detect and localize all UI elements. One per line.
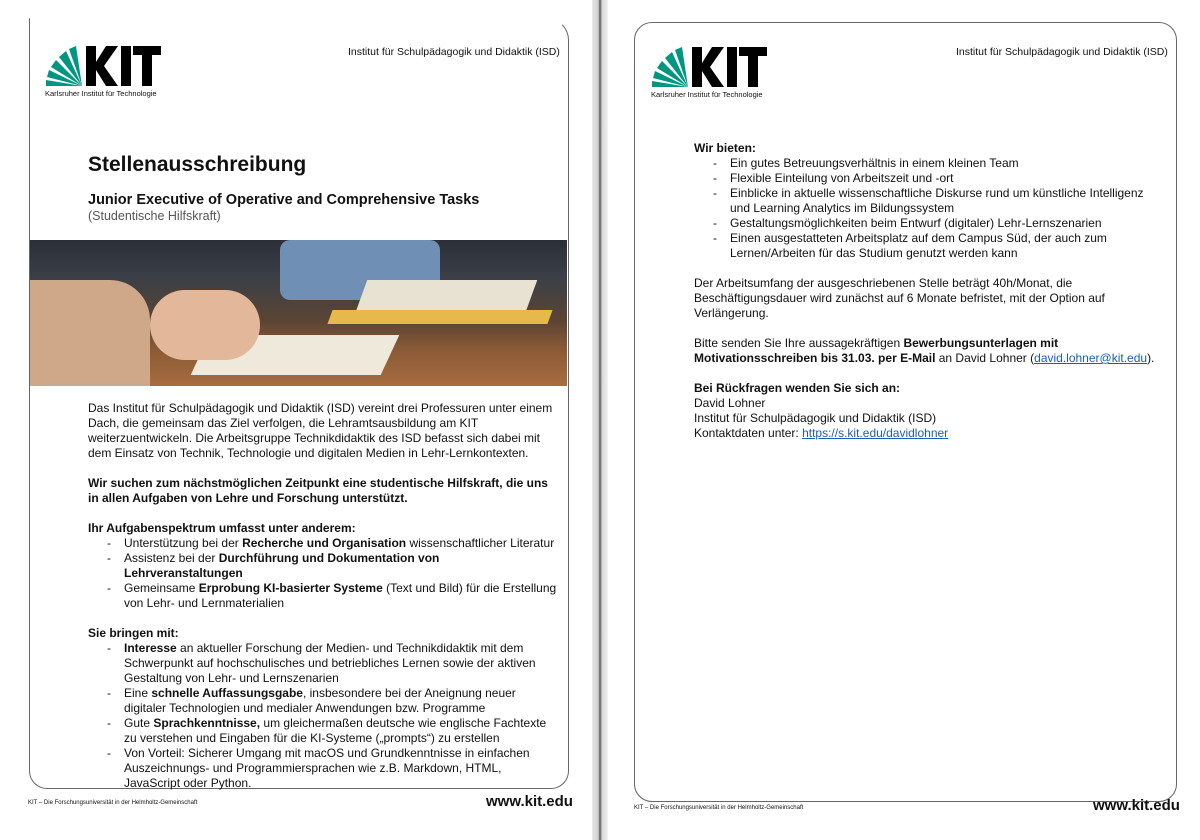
page-1 xyxy=(0,0,592,840)
contact-heading: Bei Rückfragen wenden Sie sich an: xyxy=(694,381,901,395)
list-item-text: um gleichermaßen deutsche wie englische Fachtexte zu verstehen und Eingaben für die KI-Systeme („prompts“) zu erstellen xyxy=(124,716,547,745)
list-item xyxy=(124,536,558,551)
kit-logo-icon xyxy=(44,44,162,88)
list-item-text: Erprobung KI-basierter Systeme xyxy=(198,581,383,595)
page-title: Stellenausschreibung xyxy=(88,153,307,176)
list-item-text: Durchführung und Dokumentation von Lehrveranstaltungen xyxy=(124,551,440,580)
contact-link[interactable]: https://s.kit.edu/davidlohner xyxy=(802,426,949,440)
kit-logo xyxy=(44,44,162,98)
list-item-text: Einen ausgestatteten Arbeitsplatz auf dem Campus Süd, der auch zum Lernen/Arbeiten für das Studium genutzt werden kann xyxy=(730,231,1107,260)
scope-paragraph: Der Arbeitsumfang der ausgeschriebenen Stelle beträgt 40h/Monat, die Beschäftigungsdauer wird zunächst auf 6 Monate befristet, mit der Option auf Verlängerung. xyxy=(694,276,1105,320)
kit-logo-icon xyxy=(650,45,768,89)
list-item-text: (Text und Bild) für die Erstellung von Lehr- und Lernmaterialien xyxy=(124,581,557,610)
footer-tagline: KIT – Die Forschungsuniversität in der Helmholtz-Gemeinschaft xyxy=(634,805,804,811)
page-gutter xyxy=(592,0,608,840)
list-item xyxy=(730,216,1164,231)
search-paragraph: Wir suchen zum nächstmöglichen Zeitpunkt eine studentische Hilfskraft, die uns in allen Aufgaben von Lehre und Forschung unterstützt. xyxy=(88,476,548,505)
kit-logo xyxy=(650,45,768,99)
list-item-text: Einblicke in aktuelle wissenschaftliche Diskurse rund um künstliche Intelligenz und Learning Analytics im Bildungssystem xyxy=(730,186,1144,215)
list-item xyxy=(124,746,558,791)
list-item-text: Ein gutes Betreuungsverhältnis in einem kleinen Team xyxy=(730,156,1019,170)
tasks-heading: Ihr Aufgabenspektrum umfasst unter anderem: xyxy=(88,521,356,535)
job-type: (Studentische Hilfskraft) xyxy=(88,209,221,223)
list-item-text: wissenschaftlicher Literatur xyxy=(406,536,555,550)
email-link[interactable]: david.lohner@kit.edu xyxy=(1034,351,1148,365)
tasks-list xyxy=(88,536,558,611)
logo-subtitle: Karlsruher Institut für Technologie xyxy=(45,89,157,98)
list-item-text: Von Vorteil: Sicherer Umgang mit macOS und Grundkenntnisse in einfachen Auszeichnungs- und Programmiersprachen wie z.B. Markdown, HTML, JavaScript oder Python. xyxy=(124,746,530,790)
list-item xyxy=(124,581,558,611)
offers-list xyxy=(694,156,1164,261)
list-item-text: Unterstützung bei der xyxy=(124,536,243,550)
list-item-text: an aktueller Forschung der Medien- und Technikdidaktik mit dem Schwerpunkt auf hochschulisches und betriebliches Lernen sowie der aktiven Gestaltung von Lehr- und Lernszenarien xyxy=(124,641,536,685)
list-item xyxy=(730,171,1164,186)
list-item-text: Eine xyxy=(124,686,152,700)
list-item-text: Gute xyxy=(124,716,154,730)
list-item xyxy=(124,551,558,581)
list-item-text: Interesse xyxy=(124,641,177,655)
body-text xyxy=(88,401,558,806)
list-item xyxy=(124,716,558,746)
intro-paragraph: Das Institut für Schulpädagogik und Didaktik (ISD) vereint drei Professuren unter einem Dach, die gemeinsam das Ziel verfolgen, die Lehramtsausbildung am KIT weiterzuentwickeln. Die Arbeitsgruppe Technikdidaktik des ISD befasst sich dabei mit dem Einsatz von Technik, Technologie und digitalen Medien in Lehr-Lernkontexten. xyxy=(88,401,553,460)
list-item-text: Assistenz bei der xyxy=(124,551,219,565)
requirements-heading: Sie bringen mit: xyxy=(88,626,179,640)
footer-tagline: KIT – Die Forschungsuniversität in der Helmholtz-Gemeinschaft xyxy=(28,800,198,806)
list-item-text: Gestaltungsmöglichkeiten beim Entwurf (digitaler) Lehr-Lernszenarien xyxy=(730,216,1102,230)
contact-line: Kontaktdaten unter: https://s.kit.edu/davidlohner xyxy=(694,426,949,440)
footer-url[interactable]: www.kit.edu xyxy=(486,793,573,810)
list-item-text: Flexible Einteilung von Arbeitszeit und -ort xyxy=(730,171,954,185)
list-item-text: schnelle Auffassungsgabe xyxy=(151,686,303,700)
institute-header: Institut für Schulpädagogik und Didaktik (ISD) xyxy=(348,46,560,58)
list-item-text: Sprachkenntnisse, xyxy=(153,716,261,730)
list-item-text: Gemeinsame xyxy=(124,581,199,595)
footer-url[interactable]: www.kit.edu xyxy=(1093,797,1180,814)
list-item xyxy=(124,641,558,686)
contact-name: David Lohner xyxy=(694,396,766,410)
logo-subtitle: Karlsruher Institut für Technologie xyxy=(651,90,763,99)
list-item-text: Recherche und Organisation xyxy=(242,536,407,550)
offer-heading: Wir bieten: xyxy=(694,141,756,155)
job-title: Junior Executive of Operative and Comprehensive Tasks xyxy=(88,192,480,208)
list-item-text: , insbesondere bei der Aneignung neuer digitaler Technologien und medialer Anwendungen bzw. Programme xyxy=(124,686,516,715)
list-item xyxy=(730,186,1164,216)
apply-paragraph: Bitte senden Sie Ihre aussagekräftigen Bewerbungsunterlagen mit Motivationsschreiben bis 31.03. per E-Mail an David Lohner (david.lohner@kit.edu). xyxy=(694,336,1155,365)
page-2 xyxy=(608,0,1200,840)
list-item xyxy=(124,686,558,716)
institute-header: Institut für Schulpädagogik und Didaktik (ISD) xyxy=(956,46,1168,58)
requirements-list xyxy=(88,641,558,791)
list-item xyxy=(730,231,1164,261)
list-item xyxy=(730,156,1164,171)
body-text xyxy=(694,141,1164,441)
desk-photo xyxy=(30,240,567,386)
contact-institute: Institut für Schulpädagogik und Didaktik (ISD) xyxy=(694,411,937,425)
